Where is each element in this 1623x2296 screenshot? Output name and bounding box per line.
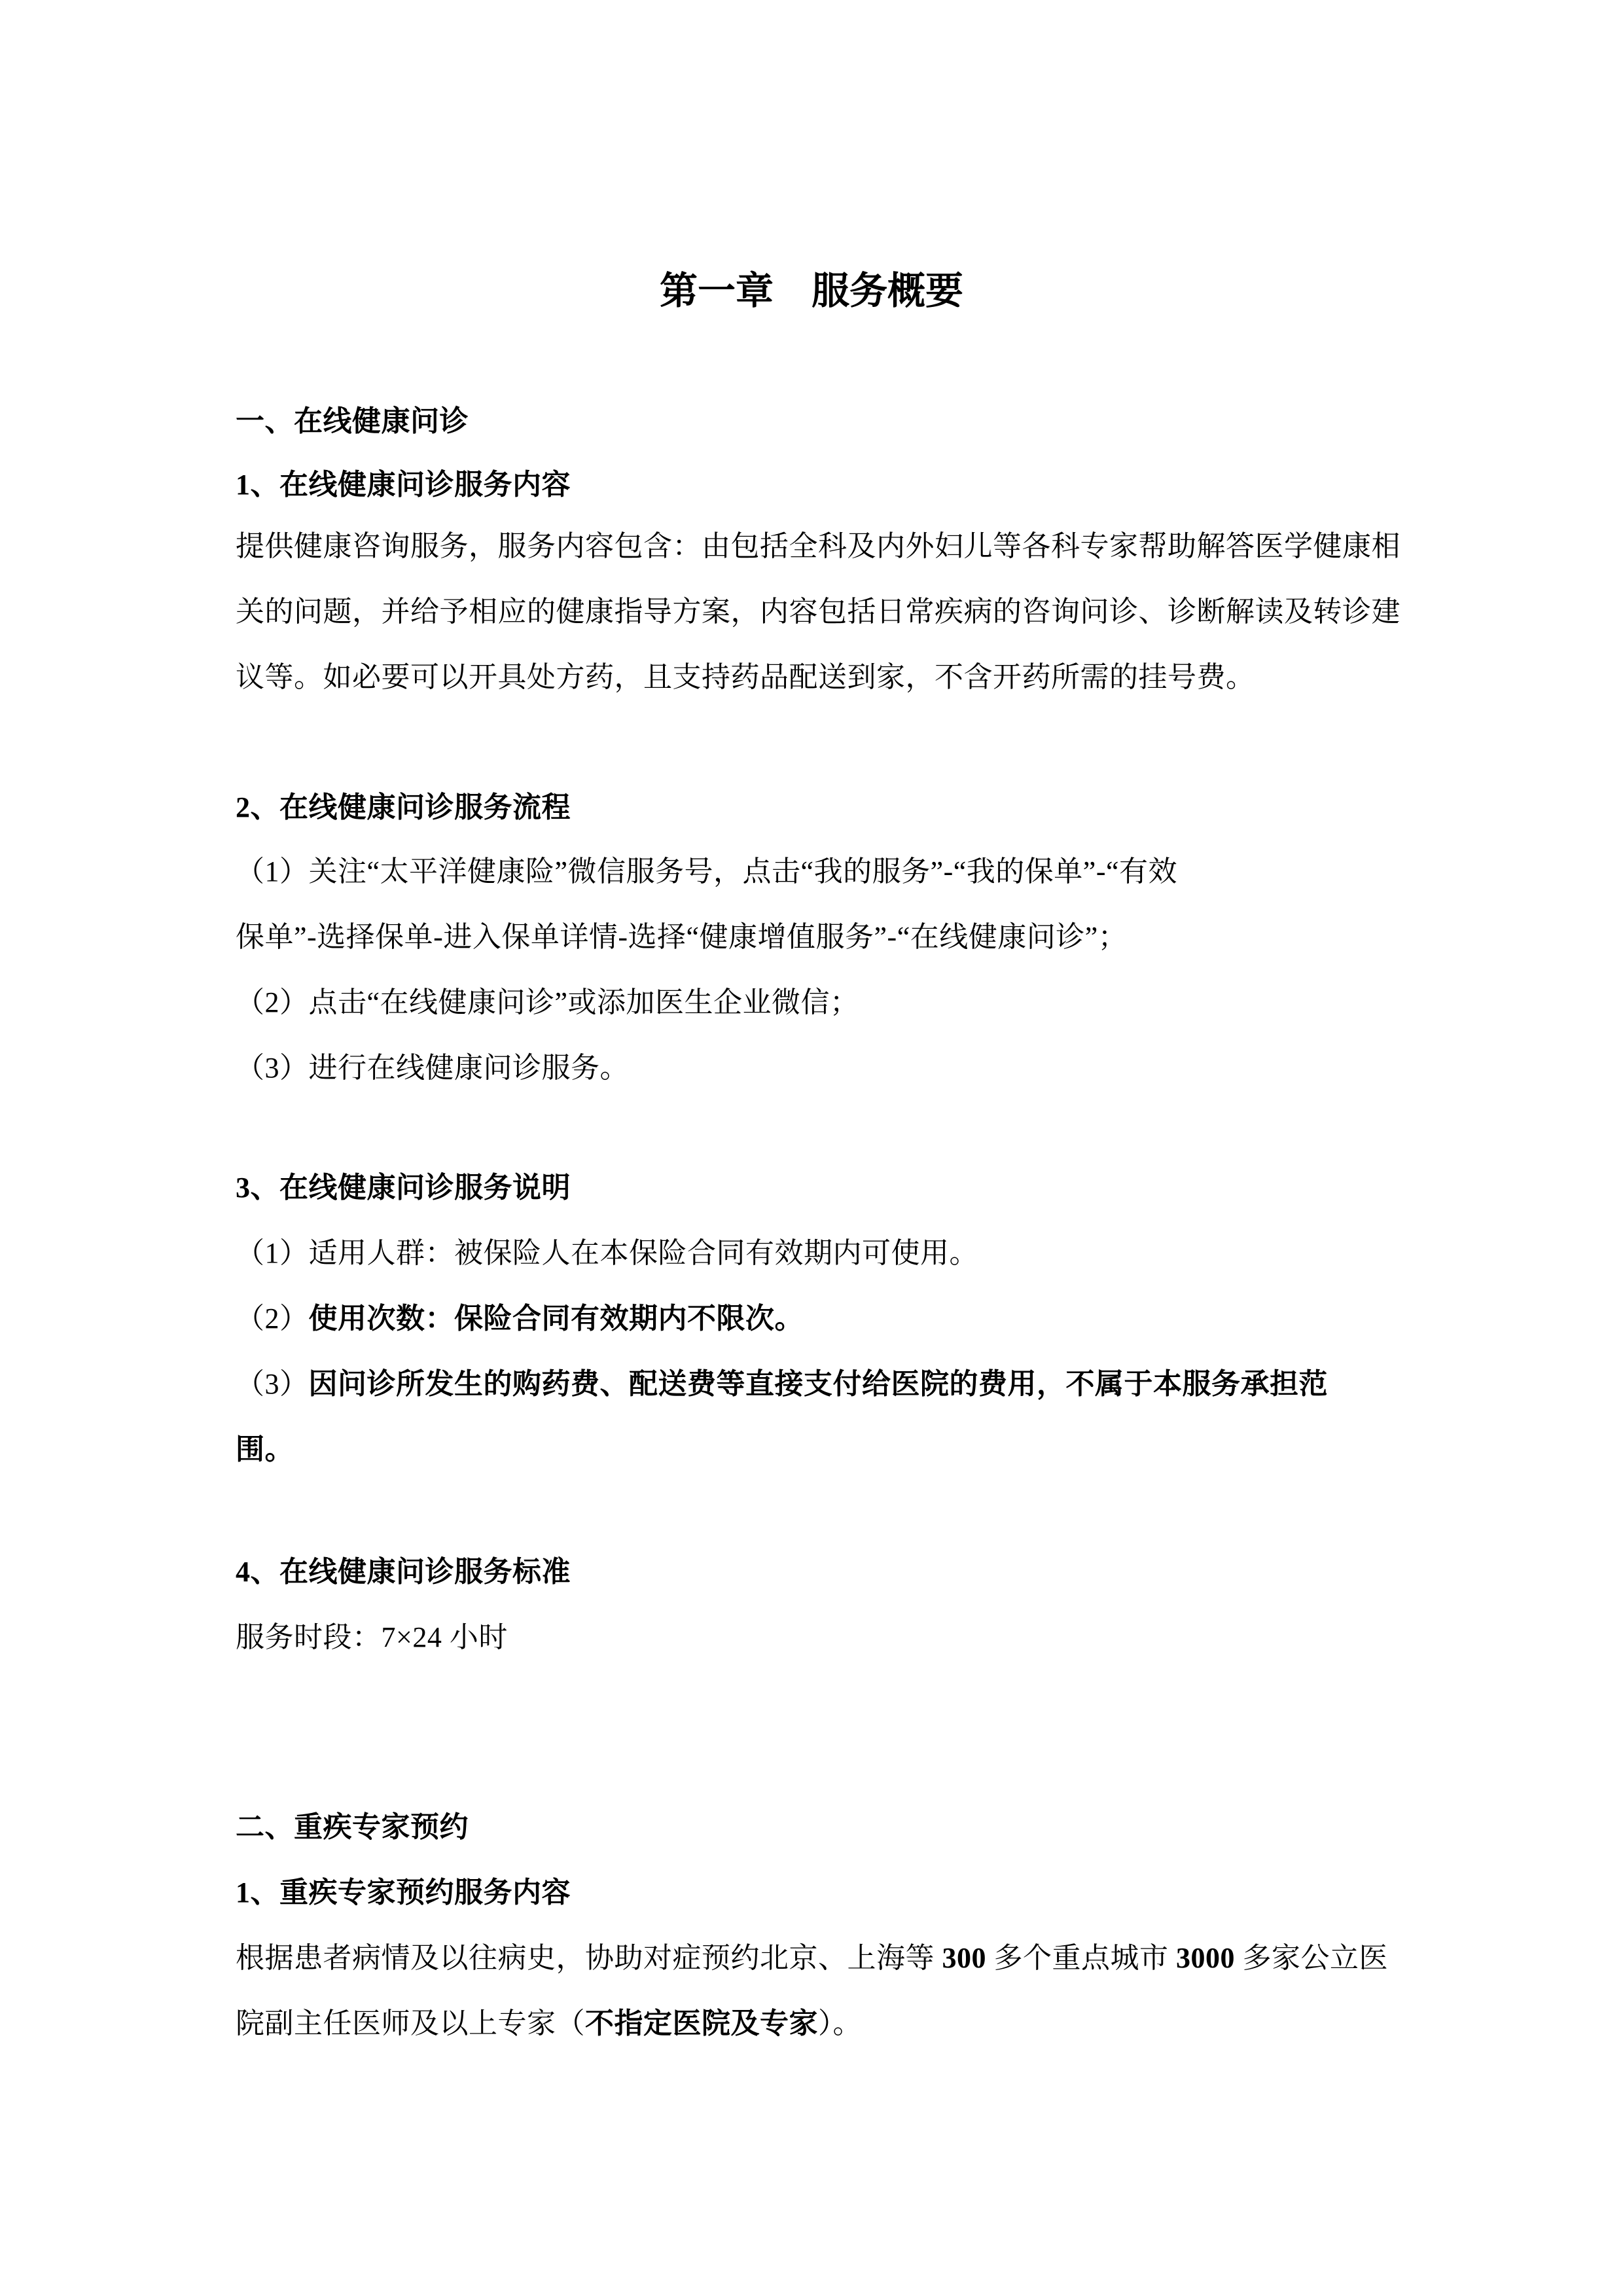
service-note-1: （1）适用人群：被保险人在本保险合同有效期内可使用。: [236, 1237, 978, 1269]
booking-content-line-1: [236, 1944, 1388, 1973]
booking-number-cities: 300: [942, 1942, 986, 1974]
chapter-title: 第一章 服务概要: [659, 270, 963, 312]
service-content-line-2: 关的问题，并给予相应的健康指导方案，内容包括日常疾病的咨询问诊、诊断解读及转诊建: [236, 596, 1400, 628]
section-1-4-heading: 4、在线健康问诊服务标准: [236, 1556, 571, 1588]
service-note-3-bold-text: 因问诊所发生的购药费、配送费等直接支付给医院的费用，不属于本服务承担范: [308, 1368, 1328, 1400]
booking-text-5: ）。: [818, 2007, 862, 2039]
service-content-line-1: 提供健康咨询服务，服务内容包含：由包括全科及内外妇儿等各科专家帮助解答医学健康相: [236, 530, 1400, 562]
service-content-line-3: 议等。如必要可以开具处方药，且支持药品配送到家，不含开药所需的挂号费。: [236, 661, 1255, 693]
booking-text-2: 多个重点城市: [986, 1942, 1176, 1974]
section-1-heading: 一、在线健康问诊: [236, 405, 469, 437]
booking-text-4: 院副主任医师及以上专家（: [236, 2007, 585, 2039]
section-1-3-heading: 3、在线健康问诊服务说明: [236, 1172, 571, 1204]
list-marker-2: （2）: [236, 1302, 309, 1335]
booking-no-designation-bold: 不指定医院及专家: [585, 2007, 818, 2039]
service-hours: 服务时段：7×24 小时: [236, 1621, 508, 1653]
booking-text-1: 根据患者病情及以往病史，协助对症预约北京、上海等: [236, 1942, 942, 1974]
booking-text-3: 多家公立医: [1235, 1942, 1388, 1974]
flow-step-3: （3）进行在线健康问诊服务。: [236, 1052, 629, 1084]
flow-step-1-line-2: 保单”-选择保单-进入保单详情-选择“健康增值服务”-“在线健康问诊”；: [236, 921, 1128, 953]
flow-step-1-line-1: （1）关注“太平洋健康险”微信服务号，点击“我的服务”-“我的保单”-“有效: [236, 855, 1178, 888]
section-1-1-heading: 1、在线健康问诊服务内容: [236, 469, 571, 501]
booking-number-hospitals: 3000: [1176, 1942, 1235, 1974]
service-note-3-line-1: [236, 1370, 1328, 1399]
flow-step-2: （2）点击“在线健康问诊”或添加医生企业微信；: [236, 986, 859, 1018]
booking-content-line-2: [236, 2009, 862, 2038]
section-1-2-heading: 2、在线健康问诊服务流程: [236, 791, 571, 823]
section-2-heading: 二、重疾专家预约: [236, 1811, 469, 1843]
service-note-2-bold-text: 使用次数：保险合同有效期内不限次。: [308, 1302, 804, 1335]
service-note-3-line-2: 围。: [236, 1433, 294, 1465]
service-note-2: [236, 1304, 804, 1333]
section-2-1-heading: 1、重疾专家预约服务内容: [236, 1876, 571, 1909]
list-marker-3: （3）: [236, 1368, 309, 1400]
